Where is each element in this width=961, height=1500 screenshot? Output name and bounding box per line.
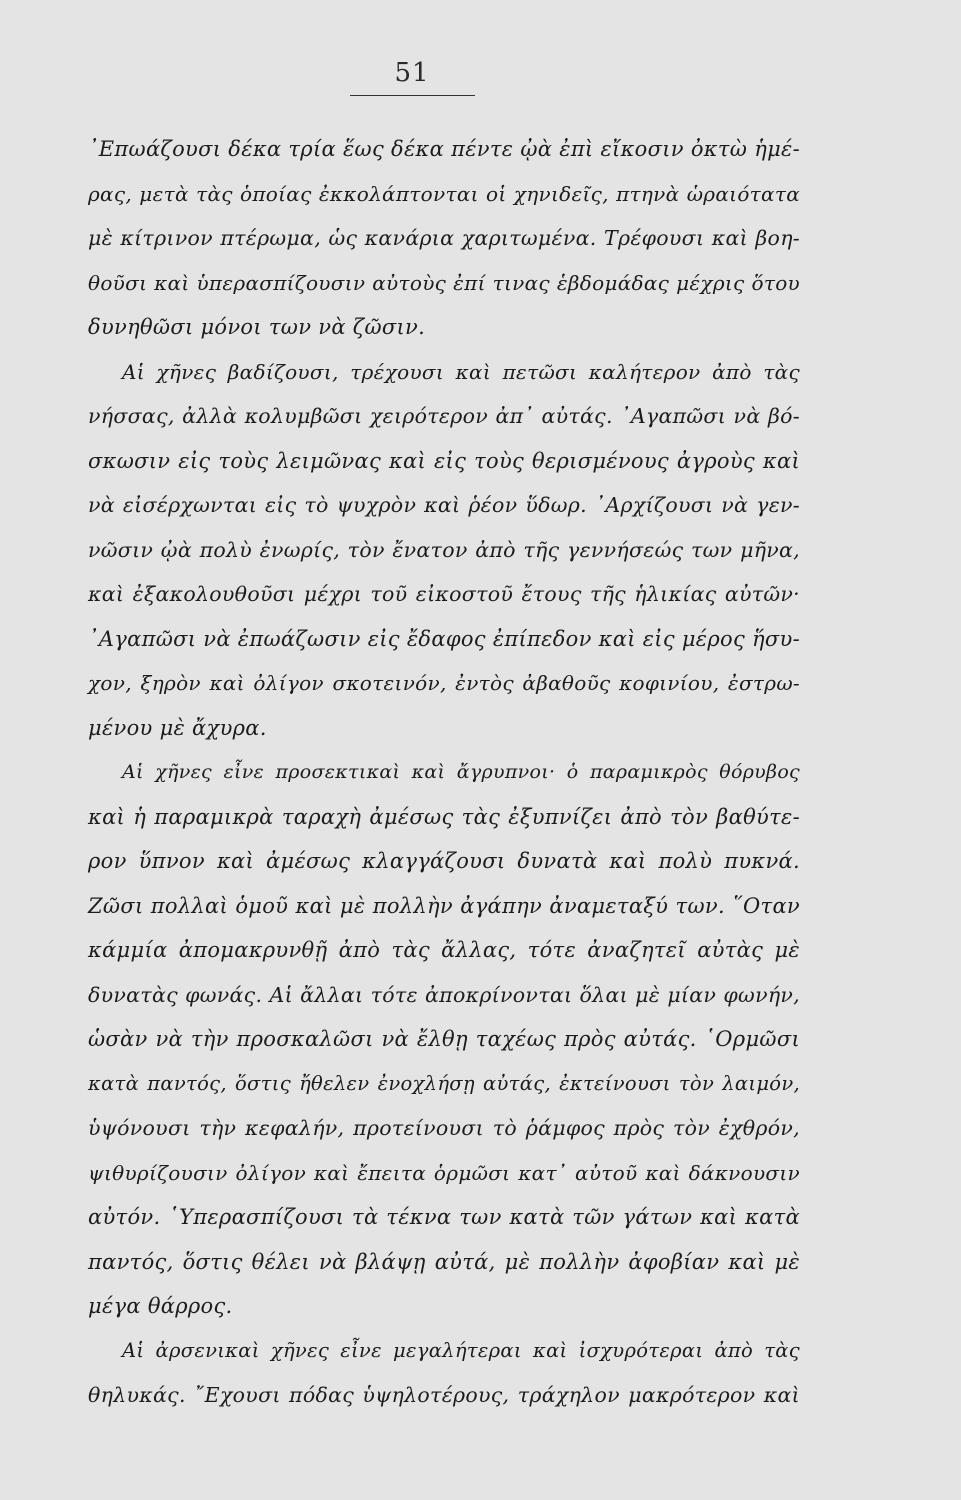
text-line: Αἱ χῆνες εἶνε προσεκτικαὶ καὶ ἄγρυπνοι· ὁ παραμικρὸς θόρυβος [122,761,800,783]
text-line: νῶσιν ᾠὰ πολὺ ἐνωρίς, τὸν ἔνατον ἀπὸ τῆς γεννήσεώς των μῆνα, [88,537,800,562]
page-number: 51 [394,58,430,88]
text-line: ᾿Επωάζουσι δέκα τρία ἕως δέκα πέντε ᾠὰ ἐπὶ εἴκοσιν ὀκτὼ ἡμέ- [88,137,800,161]
text-line: κατὰ παντός, ὅστις ἤθελεν ἐνοχλήσῃ αὐτάς, ἐκτείνουσι τὸν λαιμόν, [88,1071,800,1095]
text-line: νὰ εἰσέρχωνται εἰς τὸ ψυχρὸν καὶ ῥέον ὕδωρ. ᾿Αρχίζουσι νὰ γεν- [88,493,800,517]
text-line: δυνηθῶσι μόνοι των νὰ ζῶσιν. [88,315,426,339]
text-line: θοῦσι καὶ ὑπερασπίζουσιν αὐτοὺς ἐπί τινας ἑβδομάδας μέχρις ὅτου [88,270,800,295]
text-line: κάμμία ἀπομακρυνθῇ ἀπὸ τὰς ἄλλας, τότε ἀναζητεῖ αὐτὰς μὲ [88,938,800,962]
text-line: Αἱ ἀρσενικαὶ χῆνες εἶνε μεγαλήτεραι καὶ ἰσχυρότεραι ἀπὸ τὰς [122,1338,800,1362]
text-line: Ζῶσι πολλαὶ ὁμοῦ καὶ μὲ πολλὴν ἀγάπην ἀναμεταξύ των. ῞Οταν [88,893,800,918]
text-line: ὡσὰν νὰ τὴν προσκαλῶσι νὰ ἔλθῃ ταχέως πρὸς αὐτάς. ῾Ορμῶσι [88,1027,800,1051]
text-line: καὶ ἡ παραμικρὰ ταραχὴ ἀμέσως τὰς ἐξυπνίζει ἀπὸ τὸν βαθύτε- [88,804,800,829]
text-line: μέγα θάρρος. [88,1294,233,1318]
text-line: νήσσας, ἀλλὰ κολυμβῶσι χειρότερον ἀπ᾿ αὐτάς. ᾿Αγαπῶσι νὰ βό- [88,404,800,428]
text-line: μένου μὲ ἄχυρα. [88,715,267,740]
text-line: ρας, μετὰ τὰς ὁποίας ἐκκολάπτονται οἱ χηνιδεῖς, πτηνὰ ὡραιότατα [88,181,800,206]
text-line: παντός, ὅστις θέλει νὰ βλάψῃ αὐτά, μὲ πολλὴν ἀφοβίαν καὶ μὲ [88,1249,800,1274]
text-line: σκωσιν εἰς τοὺς λειμῶνας καὶ εἰς τοὺς θερισμένους ἀγροὺς καὶ [88,448,800,473]
text-line: ρον ὕπνον καὶ ἀμέσως κλαγγάζουσι δυνατὰ καὶ πολὺ πυκνά. [88,849,800,873]
text-line: αὐτόν. ῾Υπερασπίζουσι τὰ τέκνα των κατὰ τῶν γάτων καὶ κατὰ [88,1205,800,1229]
text-line: καὶ ἐξακολουθοῦσι μέχρι τοῦ εἰκοστοῦ ἔτους τῆς ἡλικίας αὐτῶν· [88,582,800,606]
text-line: ψιθυρίζουσιν ὀλίγον καὶ ἔπειτα ὁρμῶσι κατ᾿ αὐτοῦ καὶ δάκνουσιν [88,1160,800,1185]
header-rule [350,95,475,96]
text-line: ὑψόνουσι τὴν κεφαλήν, προτείνουσι τὸ ῥάμφος πρὸς τὸν ἐχθρόν, [88,1116,800,1140]
text-line: χον, ξηρὸν καὶ ὀλίγον σκοτεινόν, ἐντὸς ἀβαθοῦς κοφινίου, ἐστρω- [88,671,800,695]
text-line: μὲ κίτρινον πτέρωμα, ὡς κανάρια χαριτωμένα. Τρέφουσι καὶ βοη- [88,226,800,250]
text-line: ᾿Αγαπῶσι νὰ ἐπωάζωσιν εἰς ἔδαφος ἐπίπεδον καὶ εἰς μέρος ἥσυ- [88,626,800,651]
text-line: Αἱ χῆνες βαδίζουσι, τρέχουσι καὶ πετῶσι καλήτερον ἀπὸ τὰς [122,359,800,384]
text-line: θηλυκάς. ῎Εχουσι πόδας ὑψηλοτέρους, τράχηλον μακρότερον καὶ [88,1383,800,1407]
text-line: δυνατὰς φωνάς. Αἱ ἄλλαι τότε ἀποκρίνονται ὅλαι μὲ μίαν φωνήν, [88,982,800,1007]
body-text [88,127,800,1418]
